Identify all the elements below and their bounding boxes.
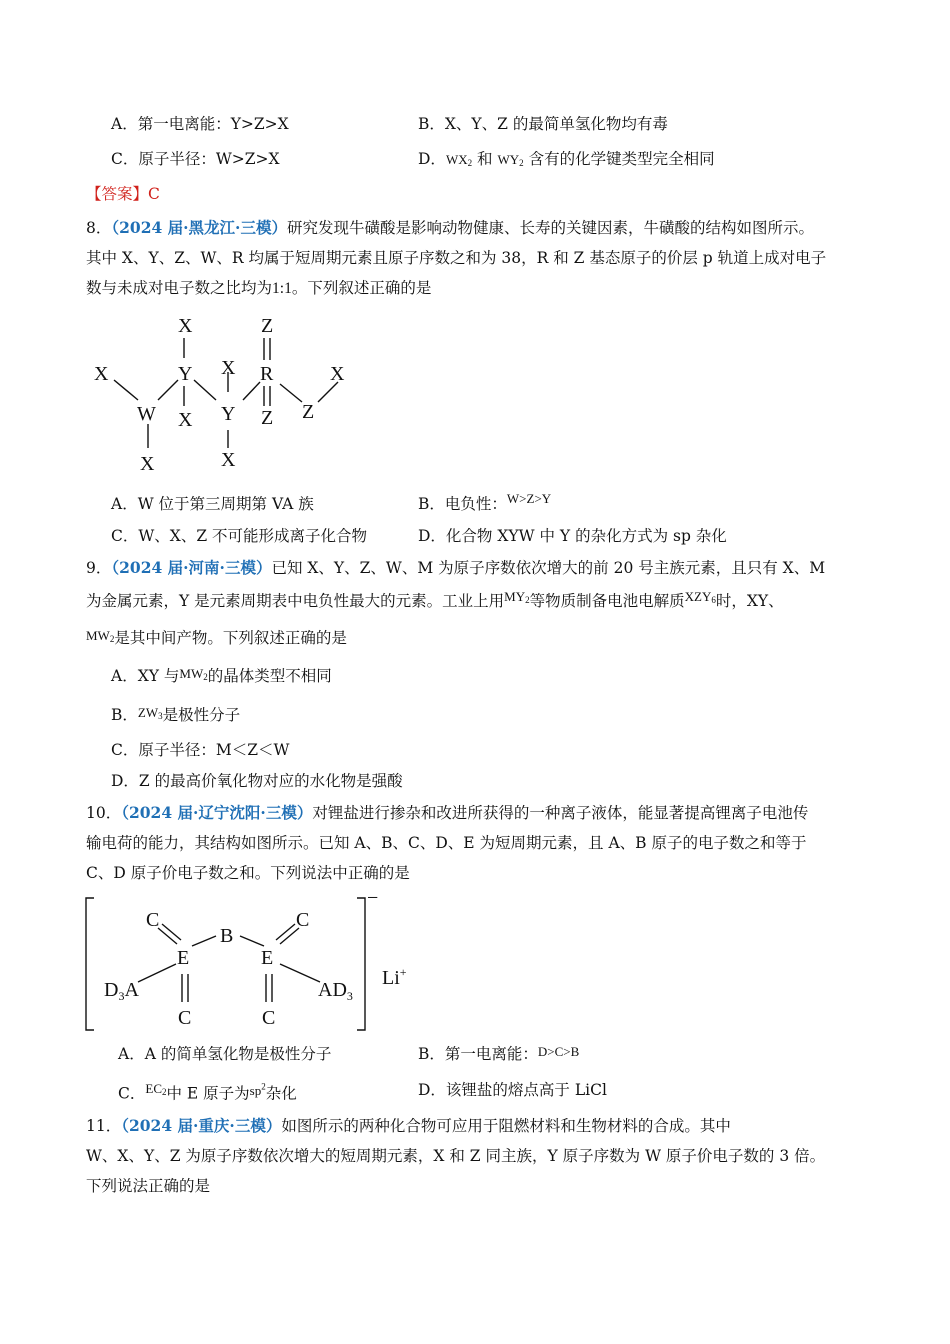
q8-stem-line3: 数与未成对电子数之比均为1:1。下列叙述正确的是 [86,279,432,297]
q9-option-a: A．XY 与$MW_2$的晶体类型不相同 [111,666,332,685]
atom-labels [146,909,309,1029]
q9-option-c: C．原子半径：M＜Z＜W [111,741,290,759]
question-number: 9． [86,559,112,577]
atom-label: E [261,947,274,969]
atom-label: Z [261,407,274,429]
atom-label: X [140,453,155,475]
bracket-and-bonds [86,898,365,1030]
question-number: 8． [86,219,112,237]
lithium-salt-structure-diagram [80,892,420,1037]
q10-option-d: D．该锂盐的熔点高于 LiCl [418,1081,607,1099]
q11-stem-line2: W、X、Y、Z 为原子序数依次增大的短周期元素，X 和 Z 同主族，Y 原子序数为 W 原子价电子数的 3 倍。 [86,1147,826,1165]
answer-label: 【答案】 [86,185,149,203]
q7-option-d-prefix: D． [418,150,446,168]
question-source: （2024 届·河南·三模） [111,558,272,577]
q11-stem-line1: 11．（2024 届·重庆·三模）如图所示的两种化合物可应用于阻燃材料和生物材料的合成。其中 [86,1116,731,1135]
atom-label: X [330,363,345,385]
question-number: 10． [86,804,122,822]
q9-stem-line2: 为金属元素，Y 是元素周期表中电负性最大的元素。工业上用$^{MY_2}$等物质制备电池电解质$^{XZY_6}$时，XY、 [86,589,784,610]
atom-label: W [137,403,156,425]
q7-option-c: C．原子半径：W>Z>X [111,150,280,168]
atom-label: R [260,363,274,385]
formula-mw2: $MW_2$ [86,628,115,644]
q7-answer [86,183,160,205]
formula-wx2: $WX_2$ [445,152,473,168]
question-source: （2024 届·辽宁沈阳·三模） [121,803,313,822]
atom-label-d3a: $D_3A$ [104,979,139,1003]
q8-option-d: D．化合物 XYW 中 Y 的杂化方式为 sp 杂化 [418,527,727,545]
atom-label: X [221,449,236,471]
atom-label: Y [178,363,193,385]
answer-value: C [148,185,160,203]
lithium-cation: Li+ [382,965,407,989]
q10-stem-line1: 10．（2024 届·辽宁沈阳·三模）对锂盐进行掺杂和改进所获得的一种离子液体，能显著提高锂离子电池传 [86,803,809,822]
ratio-value: 1:1 [272,280,292,297]
question-source: （2024 届·重庆·三模） [121,1116,282,1135]
atom-label: X [178,409,193,431]
atom-label: X [94,363,109,385]
atom-label: E [177,947,190,969]
formula-mw2: $MW_2$ [179,666,208,682]
bond-lines [114,338,338,448]
q8-stem-line1: 8．（2024 届·黑龙江·三模）研究发现牛磺酸是影响动物健康、长寿的关键因素，牛磺酸的结构如图所示。 [86,218,814,237]
ionization-order: D>C>B [537,1044,580,1059]
hybridization-sp2: $sp^2$ [249,1082,266,1099]
q7-option-a: A．第一电离能：Y>Z>X [111,115,289,133]
q9-stem-line3: $MW_2$是其中间产物。下列叙述正确的是 [86,628,347,647]
electronegativity-order: W>Z>Y [506,491,552,506]
atom-label: Y [221,403,236,425]
atom-label: X [178,315,193,337]
q10-option-b: B．第一电离能：D>C>B [418,1044,580,1063]
q10-stem-line2: 输电荷的能力，其结构如图所示。已知 A、B、C、D、E 为短周期元素，且 A、B 原子的电子数之和等于 [86,834,807,852]
q10-option-a: A．A 的简单氢化物是极性分子 [118,1045,332,1063]
formula-zw3: $ZW_3$ [137,705,163,721]
q8-option-b: B．电负性：$^{W>Z>Y}$ [418,491,552,513]
atom-label: Z [261,315,274,337]
atom-label: C [262,1007,276,1029]
anion-charge: − [367,892,379,909]
question-source: （2024 届·黑龙江·三模） [111,218,287,237]
q8-option-a: A．W 位于第三周期第 VA 族 [111,495,314,513]
q10-option-c: C．$^{EC_2}$中 E 原子为$sp^2$杂化 [118,1081,297,1103]
q10-stem-line3: C、D 原子价电子数之和。下列说法中正确的是 [86,864,410,882]
atom-label: X [221,357,236,379]
question-number: 11． [86,1117,122,1135]
q8-option-c: C．W、X、Z 不可能形成离子化合物 [111,527,368,545]
q7-option-b: B．X、Y、Z 的最简单氢化物均有毒 [418,115,668,133]
atom-label: C [178,1007,192,1029]
formula-ec2: EC2 [145,1081,167,1098]
formula-my2: MY2 [504,589,530,605]
taurine-structure-diagram [80,310,380,480]
q11-stem-line3: 下列说法正确的是 [86,1177,211,1195]
q7-option-d: D．$WX_2$ 和 $WY_2$ 含有的化学键类型完全相同 [418,150,715,168]
q9-stem-line1: 9．（2024 届·河南·三模）已知 X、Y、Z、W、M 为原子序数依次增大的前 20 号主族元素，且只有 X、M [86,558,826,577]
q8-stem-line2: 其中 X、Y、Z、W、R 均属于短周期元素且原子序数之和为 38，R 和 Z 基态原子的价层 p 轨道上成对电子 [86,249,827,267]
atom-label: B [220,925,234,947]
formula-xzy6: XZY6 [684,589,716,605]
formula-wy2: $WY_2$ [497,152,524,168]
atom-label: C [146,909,160,931]
atom-label: C [296,909,310,931]
atom-label-ad3: $AD_3$ [318,979,353,1003]
q9-option-b: B．$ZW_3$是极性分子 [111,705,241,724]
atom-label: Z [302,401,315,423]
q9-option-d: D．Z 的最高价氧化物对应的水化物是强酸 [111,772,403,790]
